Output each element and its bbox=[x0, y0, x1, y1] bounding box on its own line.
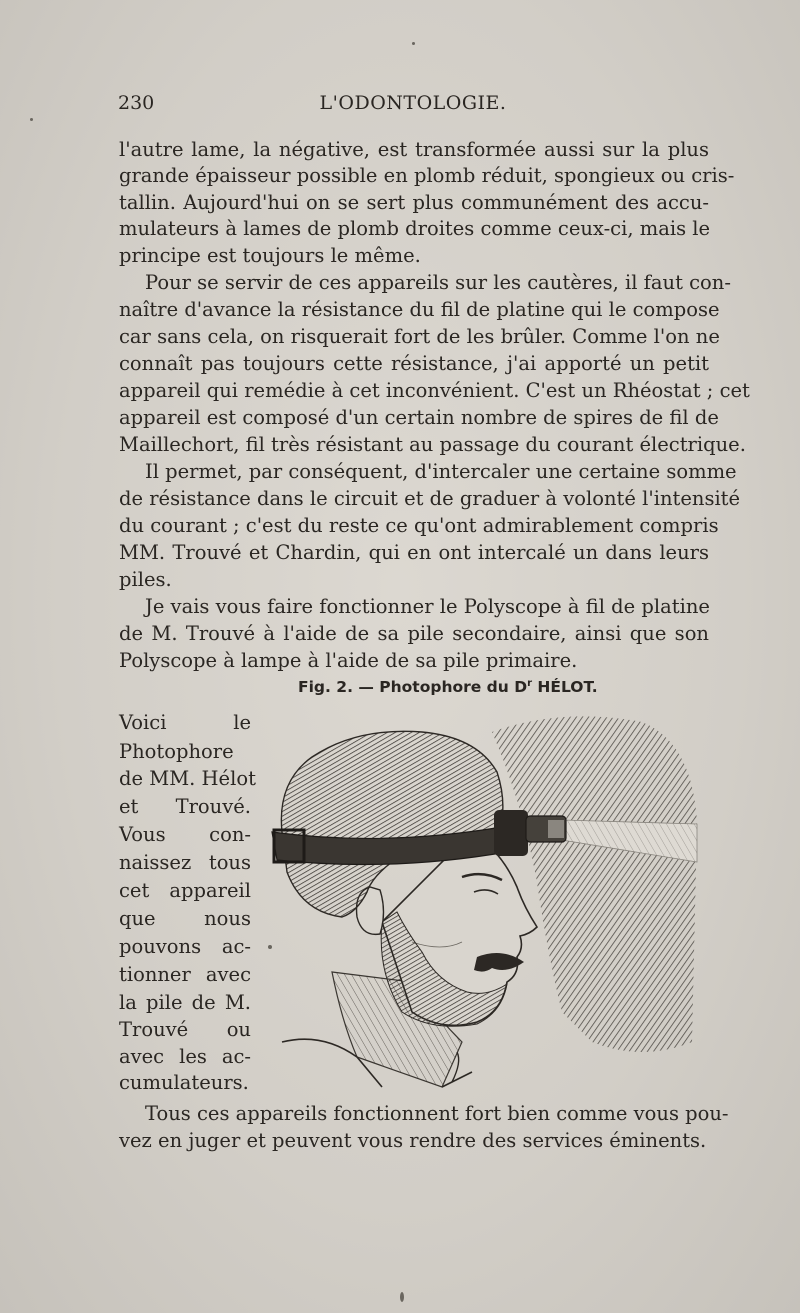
speck bbox=[268, 945, 272, 949]
speck bbox=[30, 118, 33, 121]
speck bbox=[412, 42, 415, 45]
closing-line: Tous ces appareils fonctionnent fort bien comme vous pou- bbox=[145, 1102, 729, 1125]
side-line: avec les ac- bbox=[119, 1045, 251, 1068]
text-line: appareil qui remédie à cet inconvénient. C'est un Rhéostat ; cet bbox=[119, 379, 750, 402]
caption-prefix: Fig. 2. — Photophore du D bbox=[298, 678, 528, 697]
side-line: cet appareil bbox=[119, 879, 251, 902]
text-line: de M. Trouvé à l'aide de sa pile secondaire, ainsi que son bbox=[119, 622, 709, 645]
speck bbox=[400, 1292, 404, 1302]
page-number: 230 bbox=[118, 92, 155, 114]
text-line: piles. bbox=[119, 568, 172, 591]
side-line: de MM. Hélot bbox=[119, 767, 256, 790]
page-header bbox=[118, 92, 708, 122]
figure-caption bbox=[298, 678, 658, 696]
side-line: naissez tous bbox=[119, 851, 251, 874]
caption-superscript: r bbox=[527, 678, 533, 689]
text-line: appareil est composé d'un certain nombre de spires de fil de bbox=[119, 406, 719, 429]
side-line: cumulateurs. bbox=[119, 1071, 249, 1094]
text-line: tallin. Aujourd'hui on se sert plus communément des accu- bbox=[119, 191, 709, 214]
caption-suffix: HÉLOT. bbox=[532, 678, 598, 697]
text-line: connaît pas toujours cette résistance, j'ai apporté un petit bbox=[119, 352, 709, 375]
side-line: Photophore bbox=[119, 740, 234, 763]
text-line: Je vais vous faire fonctionner le Polyscope à fil de platine bbox=[145, 595, 710, 618]
background-shading bbox=[492, 716, 697, 1052]
text-line: car sans cela, on risquerait fort de les brûler. Comme l'on ne bbox=[119, 325, 720, 348]
text-line: mulateurs à lames de plomb droites comme ceux-ci, mais le bbox=[119, 217, 711, 240]
text-line: naître d'avance la résistance du fil de platine qui le compose bbox=[119, 298, 720, 321]
photophore-engraving bbox=[262, 712, 702, 1092]
text-line: du courant ; c'est du reste ce qu'ont admirablement compris bbox=[119, 514, 719, 537]
running-title: L'ODONTOLOGIE. bbox=[319, 92, 507, 114]
side-line: tionner avec bbox=[119, 963, 251, 986]
side-line: Voici le bbox=[119, 711, 251, 734]
text-line: l'autre lame, la négative, est transformée aussi sur la plus bbox=[119, 138, 709, 161]
text-line: Il permet, par conséquent, d'intercaler une certaine somme bbox=[145, 460, 737, 483]
side-line: Vous con- bbox=[119, 823, 251, 846]
side-line: la pile de M. bbox=[119, 991, 251, 1014]
text-line: Polyscope à lampe à l'aide de sa pile primaire. bbox=[119, 649, 578, 672]
text-line: principe est toujours le même. bbox=[119, 244, 421, 267]
text-line: MM. Trouvé et Chardin, qui en ont intercalé un dans leurs bbox=[119, 541, 709, 564]
text-line: de résistance dans le circuit et de graduer à volonté l'intensité bbox=[119, 487, 741, 510]
lamp-housing bbox=[494, 810, 528, 856]
text-line: Pour se servir de ces appareils sur les cautères, il faut con- bbox=[145, 271, 731, 294]
side-line: que nous bbox=[119, 907, 251, 930]
side-line: et Trouvé. bbox=[119, 795, 251, 818]
text-line: Maillechort, fil très résistant au passage du courant électrique. bbox=[119, 433, 746, 456]
side-line: Trouvé ou bbox=[119, 1018, 251, 1041]
closing-line: vez en juger et peuvent vous rendre des services éminents. bbox=[119, 1129, 707, 1152]
side-line: pouvons ac- bbox=[119, 935, 251, 958]
text-line: grande épaisseur possible en plomb réduit, spongieux ou cris- bbox=[119, 164, 735, 187]
